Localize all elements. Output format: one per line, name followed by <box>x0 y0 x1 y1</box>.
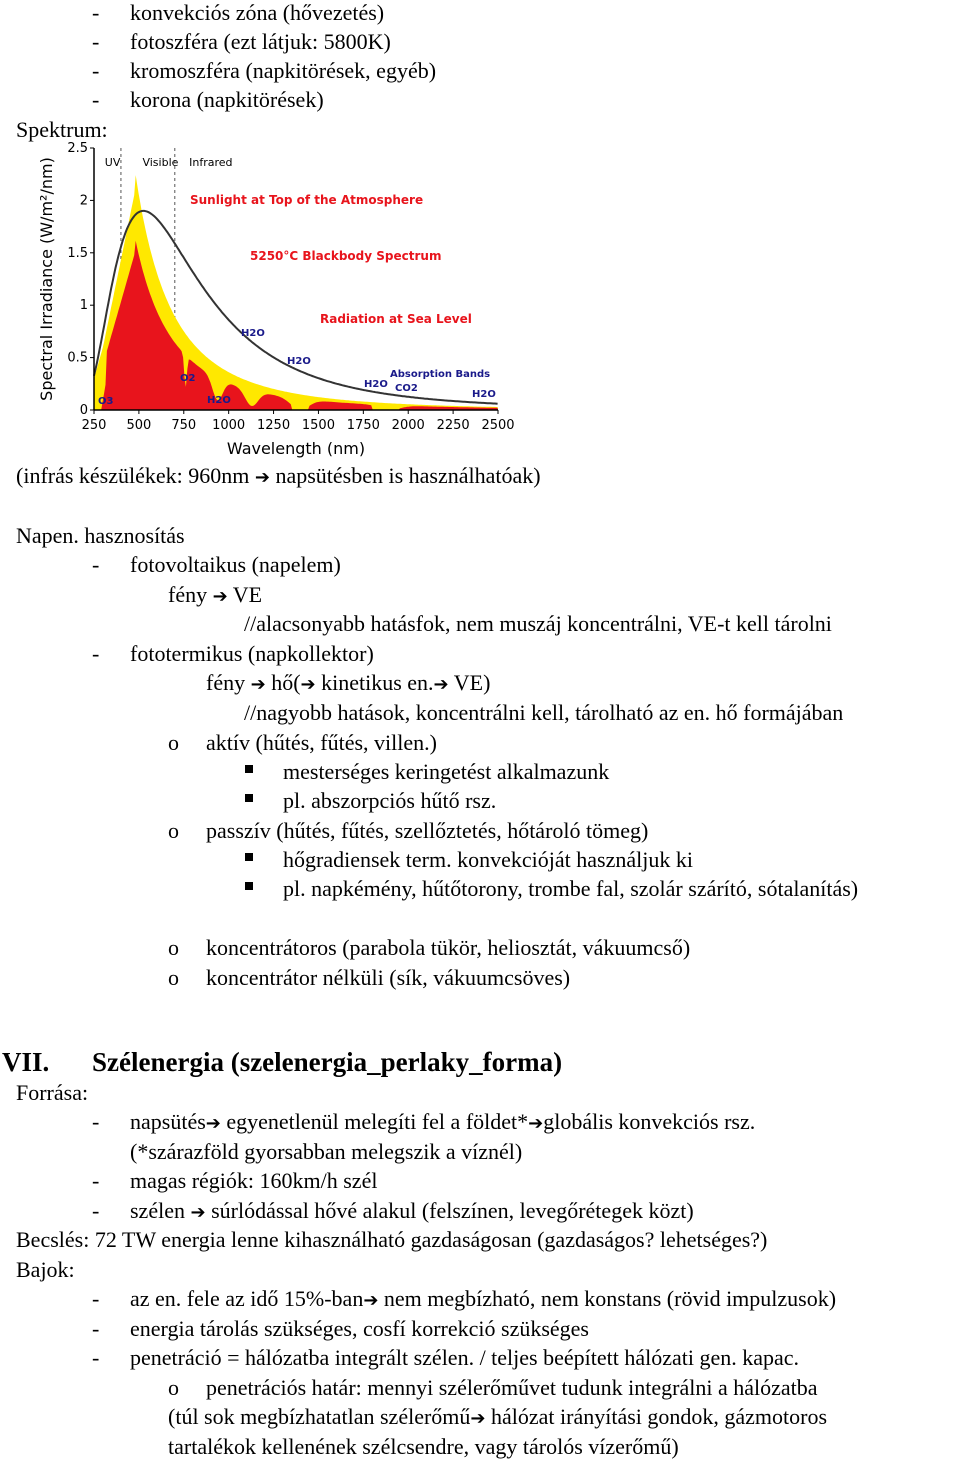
list-item: korona (napkitörések) <box>130 87 324 112</box>
y-tick-label: 1 <box>79 298 88 314</box>
list-dash: - <box>92 1109 100 1134</box>
forrasa-label: Forrása: <box>16 1080 89 1105</box>
annotation-label: Absorption Bands <box>390 369 491 380</box>
band-label: O3 <box>98 396 114 407</box>
band-label: O2 <box>180 373 196 384</box>
list-item: pl. abszorpciós hűtő rsz. <box>283 788 497 813</box>
list-item: pl. napkémény, hűtőtorony, trombe fal, szolár szárító, sótalanítás) <box>283 876 859 901</box>
list-item: konvekciós zóna (hővezetés) <box>130 0 385 25</box>
circle-bullet: o <box>168 730 179 755</box>
x-tick-label: 2000 <box>391 418 425 433</box>
list-item: energia tárolás szükséges, cosfí korrekció szükséges <box>130 1316 589 1341</box>
band-label: H2O <box>364 379 388 390</box>
list-item: fotoszféra (ezt látjuk: 5800K) <box>130 29 391 54</box>
feny-ve-line: fény ➔ VE <box>168 582 263 607</box>
list-item-cont: (túl sok megbízhatatlan szélerőmű➔ hálózat irányítási gondok, gázmotoros <box>168 1404 828 1429</box>
arrow-icon: ➔ <box>433 674 449 695</box>
list-dash: - <box>92 1286 100 1311</box>
feny-ho-line: fény ➔ hő(➔ kinetikus en.➔ VE) <box>206 670 491 695</box>
list-item: hőgradiensek term. konvekcióját használjuk ki <box>283 847 693 872</box>
list-item: aktív (hűtés, fűtés, villen.) <box>206 730 437 755</box>
list-dash: - <box>92 641 100 666</box>
list-dash: - <box>92 552 100 577</box>
x-tick-label: 1000 <box>212 418 246 433</box>
arrow-icon: ➔ <box>250 674 266 695</box>
list-dash: - <box>92 87 100 112</box>
list-item: napsütés➔ egyenetlenül melegíti fel a földet*➔globális konvekciós rsz. <box>130 1109 756 1134</box>
x-tick-label: 2500 <box>481 418 515 433</box>
region-label: UV <box>104 156 121 169</box>
y-tick-label: 2 <box>79 193 88 209</box>
arrow-icon: ➔ <box>190 1202 206 1223</box>
x-tick-label: 1250 <box>257 418 291 433</box>
square-bullet-icon <box>245 853 253 861</box>
section-number: VII. <box>2 1047 50 1077</box>
note-line: //nagyobb hatások, koncentrálni kell, tárolható az en. hő formájában <box>244 700 844 725</box>
list-dash: - <box>92 58 100 83</box>
list-item: az en. fele az idő 15%-ban➔ nem megbízható, nem konstans (rövid impulzusok) <box>130 1286 837 1311</box>
x-tick-label: 2250 <box>436 418 470 433</box>
square-bullet-icon <box>245 882 253 890</box>
x-tick-label: 1500 <box>301 418 335 433</box>
arrow-icon: ➔ <box>363 1290 379 1311</box>
spectrum-chart <box>30 138 515 460</box>
band-label: H2O <box>472 389 496 400</box>
list-item-cont: (*szárazföld gyorsabban melegszik a víznél) <box>130 1139 523 1164</box>
list-dash: - <box>92 1345 100 1370</box>
bajok-label: Bajok: <box>16 1257 75 1282</box>
list-dash: - <box>92 0 100 25</box>
band-label: H2O <box>287 356 311 367</box>
arrow-icon: ➔ <box>528 1113 544 1134</box>
list-item: koncentrátoros (parabola tükör, heliosztát, vákuumcső) <box>206 935 691 960</box>
band-label: H2O <box>207 395 231 406</box>
x-tick-label: 750 <box>171 418 197 433</box>
becsles-line: Becslés: 72 TW energia lenne kihasználható gazdaságosan (gazdaságos? lehetséges?) <box>16 1227 768 1252</box>
napen-heading: Napen. hasznosítás <box>16 523 185 548</box>
list-item: kromoszféra (napkitörések, egyéb) <box>130 58 437 83</box>
list-item: penetrációs határ: mennyi szélerőművet tudunk integrálni a hálózatba <box>206 1375 818 1400</box>
series-label: Sunlight at Top of the Atmosphere <box>190 193 424 207</box>
x-axis-label: Wavelength (nm) <box>226 439 366 458</box>
list-dash: - <box>92 29 100 54</box>
list-item: penetráció = hálózatba integrált szélen. / teljes beépített hálózati gen. kapac. <box>130 1345 800 1370</box>
square-bullet-icon <box>245 765 253 773</box>
arrow-icon: ➔ <box>212 586 228 607</box>
infra-line: (infrás készülékek: 960nm ➔ napsütésben is használhatóak) <box>16 463 541 488</box>
list-dash: - <box>92 1168 100 1193</box>
series-label: Radiation at Sea Level <box>320 312 472 326</box>
list-item: fotovoltaikus (napelem) <box>130 552 341 577</box>
y-axis-label: Spectral Irradiance (W/m²/nm) <box>37 157 56 401</box>
list-item: passzív (hűtés, fűtés, szellőztetés, hőtároló tömeg) <box>206 818 649 843</box>
list-item: magas régiók: 160km/h szél <box>130 1168 378 1193</box>
x-tick-label: 1750 <box>346 418 380 433</box>
series-label: 5250°C Blackbody Spectrum <box>250 249 442 263</box>
circle-bullet: o <box>168 818 179 843</box>
spectrum-label: Spektrum: <box>16 117 108 142</box>
y-tick-label: 1.5 <box>67 245 88 261</box>
arrow-icon: ➔ <box>205 1113 221 1134</box>
y-tick-label: 0 <box>79 403 88 418</box>
note-line: //alacsonyabb hatásfok, nem muszáj koncentrálni, VE-t kell tárolni <box>244 611 832 636</box>
arrow-icon: ➔ <box>470 1408 486 1429</box>
list-item: mesterséges keringetést alkalmazunk <box>283 759 610 784</box>
y-tick-label: 0.5 <box>67 350 88 366</box>
region-label: Visible <box>142 156 179 169</box>
arrow-icon: ➔ <box>300 674 316 695</box>
circle-bullet: o <box>168 1375 179 1400</box>
y-tick-label: 2.5 <box>67 141 88 156</box>
section-title: Szélenergia (szelenergia_perlaky_forma) <box>92 1047 563 1077</box>
x-tick-label: 250 <box>81 418 107 433</box>
x-tick-label: 500 <box>126 418 152 433</box>
region-label: Infrared <box>189 156 233 169</box>
arrow-icon: ➔ <box>254 467 270 488</box>
list-item: fototermikus (napkollektor) <box>130 641 374 666</box>
band-label: H2O <box>241 328 265 339</box>
circle-bullet: o <box>168 935 179 960</box>
list-item: koncentrátor nélküli (sík, vákuumcsöves) <box>206 965 571 990</box>
list-item-cont: tartalékok kellenének szélcsendre, vagy tárolós vízerőmű) <box>168 1434 679 1459</box>
list-dash: - <box>92 1316 100 1341</box>
square-bullet-icon <box>245 794 253 802</box>
list-dash: - <box>92 1198 100 1223</box>
band-label: CO2 <box>395 383 418 394</box>
list-item: szélen ➔ súrlódással hővé alakul (felszínen, levegőrétegek közt) <box>130 1198 694 1223</box>
circle-bullet: o <box>168 965 179 990</box>
